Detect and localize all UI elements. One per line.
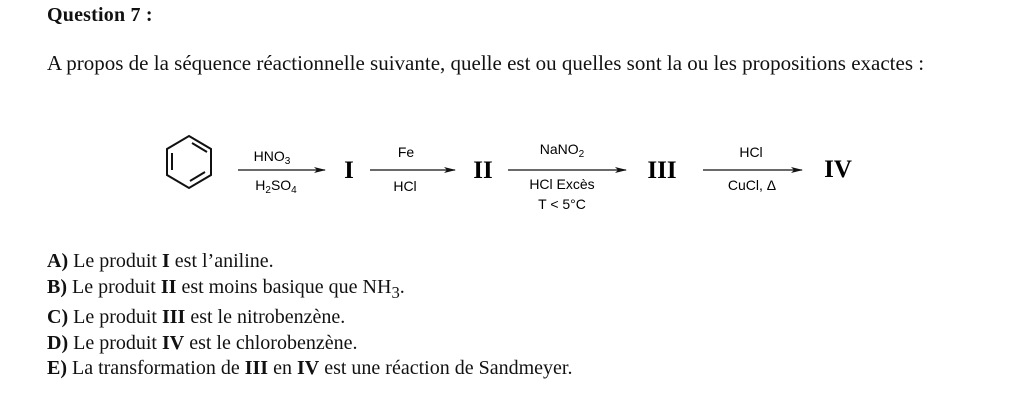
answer-letter: B)	[47, 275, 67, 298]
reagent-hno3	[254, 148, 291, 167]
question-intro: A propos de la séquence réactionnelle suivante, quelle est ou quelles sont la ou les propositions exactes :	[47, 51, 925, 75]
reaction-arrow-4	[703, 144, 802, 193]
reagent-hcl-2: HCl	[393, 178, 417, 194]
product-iii: III	[647, 157, 677, 184]
reaction-arrow-2	[370, 144, 455, 194]
reagent-h2so4: $H_2SO_4$	[255, 177, 297, 196]
answer-option-a[interactable]: A) Le produit I est l’aniline.	[47, 250, 274, 272]
reagent-hno3-main: HNO	[253, 148, 285, 164]
answer-option-c[interactable]: C) Le produit III est le nitrobenzène.	[47, 306, 346, 328]
reagent-hcl-exces: HCl Excès	[529, 176, 595, 192]
product-ii: II	[473, 157, 493, 184]
reagent-hcl-4: HCl	[739, 144, 763, 160]
product-iv: IV	[824, 156, 852, 183]
reagent-cucl: CuCl, Δ	[727, 177, 777, 193]
reagent-fe: Fe	[397, 144, 415, 160]
product-i: I	[344, 157, 354, 184]
answer-option-e[interactable]: E) La transformation de III en IV est une réaction de Sandmeyer.	[47, 357, 573, 379]
answer-list	[47, 249, 572, 382]
answer-letter: D)	[47, 331, 69, 354]
question-title: Question 7 :	[47, 4, 153, 26]
benzene-ring-icon	[167, 136, 211, 188]
reagent-nano2: NaNO$_2$	[539, 141, 585, 160]
answer-option-b[interactable]: B) Le produit II est moins basique que $NH_3$.	[47, 275, 405, 302]
answer-option-d[interactable]: D) Le produit IV est le chlorobenzène.	[47, 331, 358, 354]
reagent-temperature: T < 5°C	[538, 196, 586, 212]
reagent-hno3-sub: 3	[284, 156, 291, 167]
answer-letter: A)	[47, 250, 69, 272]
answer-letter: E)	[47, 357, 67, 379]
reaction-arrow-3	[508, 141, 626, 212]
answer-letter: C)	[47, 306, 69, 328]
reaction-arrow-1	[238, 148, 325, 196]
